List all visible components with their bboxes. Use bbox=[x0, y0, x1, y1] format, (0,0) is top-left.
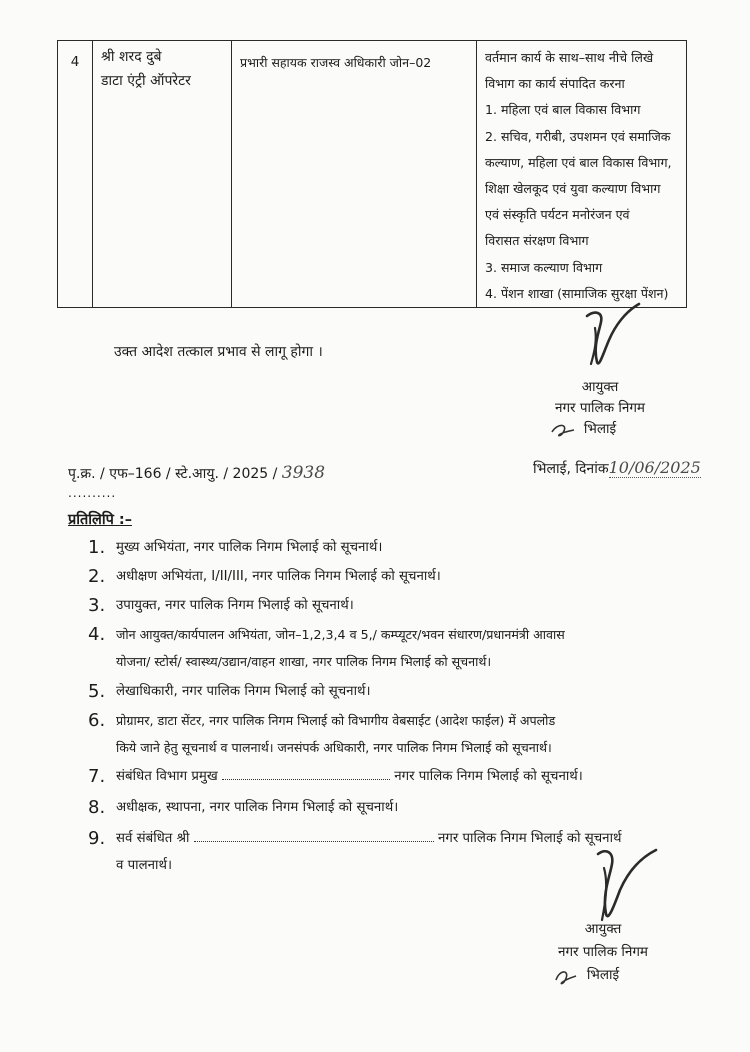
copy-item-prefix: संबंधित विभाग प्रमुख bbox=[116, 769, 218, 784]
work-line: विभाग का कार्य संपादित करना bbox=[485, 76, 625, 92]
work-line: कल्याण, महिला एवं बाल विकास विभाग, bbox=[485, 154, 672, 170]
assignment-table bbox=[57, 40, 687, 308]
order-text: उक्त आदेश तत्काल प्रभाव से लागू होगा । bbox=[114, 344, 323, 360]
employee-name: श्री शरद दुबे bbox=[101, 49, 162, 65]
copy-item-number: 9. bbox=[88, 828, 106, 849]
copy-item-8 bbox=[88, 794, 688, 821]
copy-item-number: 6. bbox=[88, 710, 106, 731]
signature-1-scribble bbox=[575, 298, 655, 378]
copy-item-number: 5. bbox=[88, 681, 106, 702]
place-date bbox=[533, 458, 701, 478]
copy-heading: प्रतिलिपि :– bbox=[68, 512, 132, 528]
copy-item-6 bbox=[88, 707, 688, 761]
copy-item-number: 7. bbox=[88, 766, 106, 787]
copy-item-suffix: नगर पालिक निगम भिलाई को सूचनार्थ bbox=[437, 831, 622, 846]
copy-item-text: लेखाधिकारी, नगर पालिक निगम भिलाई को सूचनार्थ। bbox=[116, 684, 371, 699]
copy-item-number: 3. bbox=[88, 595, 106, 616]
work-line: 1. महिला एवं बाल विकास विभाग bbox=[485, 102, 641, 118]
place-date-label: भिलाई, दिनांक bbox=[533, 461, 609, 477]
initial-mark bbox=[548, 420, 578, 440]
copy-item-1 bbox=[88, 534, 688, 561]
copy-item-4 bbox=[88, 621, 688, 675]
copy-item-text: किये जाने हेतु सूचनार्थ व पालनार्थ। जनसंपर्क अधिकारी, नगर पालिक निगम भिलाई को सूचनार्थ। bbox=[116, 740, 552, 755]
copy-item-text: उपायुक्त, नगर पालिक निगम भिलाई को सूचनार्थ। bbox=[116, 598, 354, 613]
copy-item-number: 1. bbox=[88, 537, 106, 558]
post-cell: प्रभारी सहायक राजस्व अधिकारी जोन–02 bbox=[232, 41, 477, 308]
handwritten-number: 3938 bbox=[281, 463, 326, 483]
copy-item-suffix: नगर पालिक निगम भिलाई को सूचनार्थ। bbox=[394, 769, 583, 784]
copy-item-prefix: सर्व संबंधित श्री bbox=[116, 831, 190, 846]
copy-item-3 bbox=[88, 592, 688, 619]
blank-fill-line bbox=[222, 769, 390, 780]
work-line: विरासत संरक्षण विभाग bbox=[485, 233, 589, 249]
copy-item-text: योजना/ स्टोर्स/ स्वास्थ्य/उद्यान/वाहन शाखा, नगर पालिक निगम भिलाई को सूचनार्थ। bbox=[116, 654, 492, 669]
employee-cell bbox=[93, 41, 232, 308]
copy-item-2 bbox=[88, 563, 688, 590]
copy-item-text: अधीक्षक, स्थापना, नगर पालिक निगम भिलाई को सूचनार्थ। bbox=[116, 800, 399, 815]
work-line: शिक्षा खेलकूद एवं युवा कल्याण विभाग bbox=[485, 181, 661, 197]
signature-2-city: भिलाई bbox=[586, 967, 620, 983]
signature-2-org: नगर पालिक निगम bbox=[557, 944, 649, 960]
handwritten-date: 10/06/2025 bbox=[608, 458, 701, 477]
copy-item-number: 2. bbox=[88, 566, 106, 587]
reference-text: पृ.क्र. / एफ–166 / स्टे.आयु. / 2025 / bbox=[68, 466, 278, 482]
copy-item-text: जोन आयुक्त/कार्यपालन अभियंता, जोन–1,2,3,4 व 5,/ कम्प्यूटर/भवन संधारण/प्रधानमंत्री आवास bbox=[116, 627, 565, 642]
work-line: 3. समाज कल्याण विभाग bbox=[485, 259, 603, 275]
employee-designation: डाटा एंट्री ऑपरेटर bbox=[101, 73, 191, 89]
signature-2-title: आयुक्त bbox=[584, 921, 622, 937]
copy-item-text bbox=[116, 763, 688, 790]
copy-item-5 bbox=[88, 678, 688, 705]
signature-1-title: आयुक्त bbox=[581, 379, 619, 395]
copy-item-7 bbox=[88, 763, 688, 790]
copy-item-text: अधीक्षण अभियंता, I/II/III, नगर पालिक निगम भिलाई को सूचनार्थ। bbox=[116, 569, 441, 584]
initial-mark bbox=[550, 966, 580, 988]
copy-item-number: 4. bbox=[88, 624, 106, 645]
blank-fill-line bbox=[194, 831, 434, 842]
work-line: 2. सचिव, गरीबी, उपशमन एवं समाजिक bbox=[485, 128, 671, 144]
work-cell bbox=[477, 41, 687, 308]
signature-1-org: नगर पालिक निगम bbox=[554, 400, 646, 416]
table-row bbox=[58, 41, 687, 308]
serial-cell: 4 bbox=[58, 41, 93, 308]
work-line: वर्तमान कार्य के साथ–साथ नीचे लिखे bbox=[485, 50, 654, 65]
work-line: एवं संस्कृति पर्यटन मनोरंजन एवं bbox=[485, 207, 630, 223]
copy-item-number: 8. bbox=[88, 797, 106, 818]
signature-1-city: भिलाई bbox=[583, 421, 617, 437]
work-line: 4. पेंशन शाखा (सामाजिक सुरक्षा पेंशन) bbox=[485, 285, 669, 301]
reference-dots: .......... bbox=[68, 486, 117, 500]
copy-item-text: प्रोग्रामर, डाटा सेंटर, नगर पालिक निगम भिलाई को विभागीय वेबसाईट (आदेश फाईल) में अपलोड bbox=[116, 713, 556, 728]
copy-item-text: व पालनार्थ। bbox=[116, 858, 172, 873]
copy-item-text: मुख्य अभियंता, नगर पालिक निगम भिलाई को सूचनार्थ। bbox=[116, 540, 383, 555]
reference-number bbox=[68, 463, 325, 483]
